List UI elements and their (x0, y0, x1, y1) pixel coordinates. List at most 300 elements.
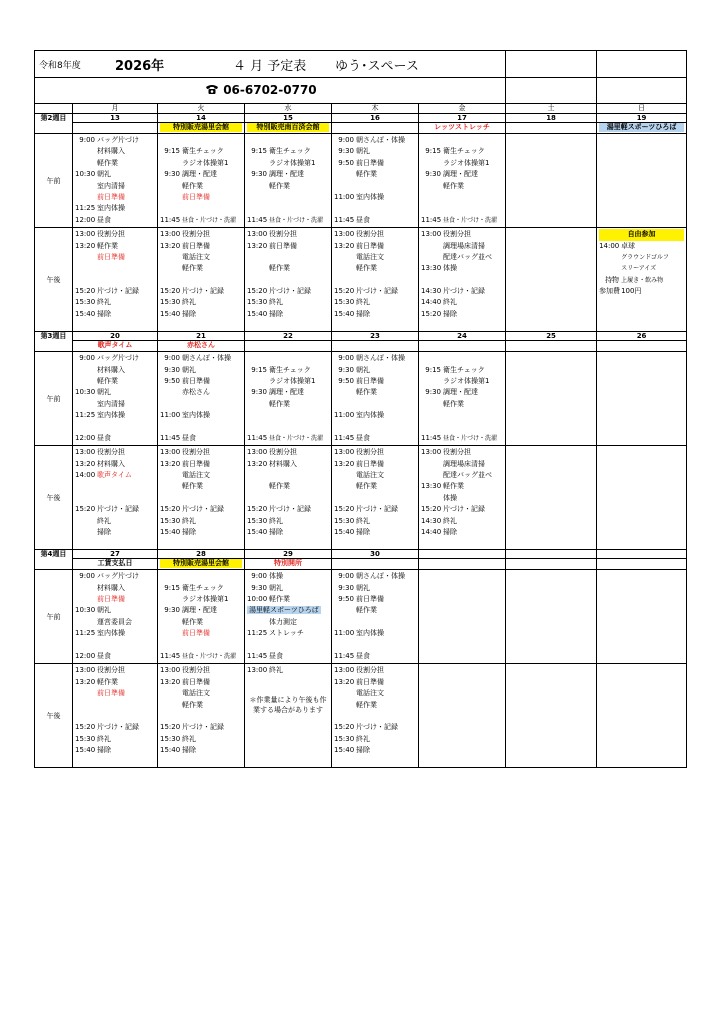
schedule-line (247, 286, 329, 297)
schedule-line (75, 297, 155, 308)
schedule-line (247, 241, 329, 252)
activity-label: 終礼 (443, 516, 457, 525)
schedule-line (421, 192, 503, 203)
time-label: 13:00 (247, 230, 268, 239)
schedule-line (75, 594, 155, 605)
am-cell (506, 352, 597, 446)
time-label: 12:00 (75, 433, 96, 442)
activity-label: 朝礼 (97, 606, 111, 615)
activity-label: 片づけ・記録 (182, 723, 224, 732)
schedule-line (75, 433, 155, 444)
event-cell (597, 559, 687, 570)
schedule-line (160, 459, 242, 470)
activity-label: 調理・配達 (182, 606, 217, 615)
activity-label: 衛生チェック (443, 147, 485, 156)
activity-label: 片づけ・記録 (269, 287, 311, 296)
time-label: 15:20 (247, 505, 268, 514)
schedule-line (160, 146, 242, 157)
am-cell (597, 134, 687, 228)
date-cell: 22 (245, 332, 332, 341)
time-label: 11:45 (247, 433, 268, 442)
schedule-line (334, 203, 416, 214)
schedule-line (334, 651, 416, 662)
am-cell (158, 134, 245, 228)
schedule-line (334, 447, 416, 458)
activity-label: 朝礼 (97, 388, 111, 397)
activity-label: 昼食 (97, 215, 111, 224)
time-label: 11:25 (75, 411, 96, 420)
time-label: 15:40 (334, 746, 355, 755)
pm-cell (245, 664, 332, 768)
event-cell (245, 123, 332, 134)
schedule-line (160, 241, 242, 252)
time-label: 11:00 (334, 411, 355, 420)
schedule-line (160, 640, 242, 651)
time-label: 15:30 (247, 298, 268, 307)
schedule-line (421, 421, 503, 432)
pm-cell (419, 664, 506, 768)
activity-label: 材料購入 (97, 583, 125, 592)
event-cell (158, 341, 245, 352)
schedule-line (75, 365, 155, 376)
event-label: 湯里軽スポーツひろば (599, 123, 684, 132)
time-label: 11:45 (247, 215, 268, 224)
activity-label: 室内体操 (97, 204, 125, 213)
event-cell (506, 341, 597, 352)
date-cell: 13 (73, 114, 158, 123)
header-blank (597, 51, 687, 78)
schedule-line (247, 135, 329, 146)
time-label: 15:30 (334, 516, 355, 525)
schedule-line (334, 628, 416, 639)
activity-label: 室内清掃 (97, 399, 125, 408)
schedule-line (247, 516, 329, 527)
schedule-line (160, 252, 242, 263)
activity-label: 昼食 (356, 651, 370, 660)
schedule-line (334, 504, 416, 515)
time-label: 11:45 (160, 433, 181, 442)
year-label: 2026年 (115, 59, 165, 74)
activity-label: 前日準備 (97, 192, 125, 201)
schedule-line (160, 353, 242, 364)
activity-label: 軽作業 (97, 158, 118, 167)
am-cell (245, 352, 332, 446)
header-blank (506, 78, 597, 104)
time-label: 9:30 (425, 170, 441, 179)
time-label: 13:20 (75, 677, 96, 686)
schedule-line (75, 229, 155, 240)
date-cell: 18 (506, 114, 597, 123)
day-header: 日 (597, 104, 687, 114)
schedule-line (334, 353, 416, 364)
activity-label: 調理場床清掃 (443, 459, 485, 468)
schedule-line (160, 169, 242, 180)
schedule-line (247, 192, 329, 203)
activity-label: 役割分担 (356, 666, 384, 675)
time-label: 9:00 (338, 136, 354, 144)
activity-label: 掃除 (443, 527, 457, 536)
activity-label: 役割分担 (356, 448, 384, 457)
schedule-line (247, 504, 329, 515)
date-cell: 28 (158, 550, 245, 559)
day-header: 火 (158, 104, 245, 114)
time-label: 13:20 (75, 241, 96, 250)
day-header: 土 (506, 104, 597, 114)
schedule-line (247, 665, 329, 676)
schedule-line (421, 365, 503, 376)
month-title: ４ 月 予定表 (233, 59, 307, 74)
pm-cell (73, 228, 158, 332)
activity-label: 役割分担 (97, 666, 125, 675)
schedule-line (75, 583, 155, 594)
time-label: 10:30 (75, 170, 96, 179)
schedule-line (247, 617, 329, 628)
time-label: 12:00 (75, 651, 96, 660)
pm-cell (332, 228, 419, 332)
time-label: 9:30 (251, 170, 267, 179)
pm-cell (419, 228, 506, 332)
time-label: 13:20 (160, 241, 181, 250)
activity-label: 衛生チェック (182, 583, 224, 592)
schedule-line (75, 192, 155, 203)
date-cell (506, 550, 597, 559)
activity-label: 前日準備 (182, 192, 210, 201)
phone-cell (35, 78, 506, 104)
schedule-line (75, 527, 155, 538)
time-label: 11:25 (75, 204, 96, 213)
schedule-line (334, 263, 416, 274)
schedule-line (247, 640, 329, 651)
schedule-line (75, 376, 155, 387)
schedule-line (160, 527, 242, 538)
schedule-line (421, 459, 503, 470)
time-label: 13:00 (421, 230, 442, 239)
schedule-line (247, 399, 329, 410)
activity-label: 掃除 (269, 309, 283, 318)
time-label: 9:50 (338, 595, 354, 604)
schedule-line (75, 410, 155, 421)
schedule-line (160, 722, 242, 733)
schedule-line (334, 181, 416, 192)
pm-label: 午後 (35, 228, 73, 332)
time-label: 13:00 (160, 666, 181, 675)
time-label: 13:20 (247, 241, 268, 250)
time-label: 11:00 (334, 192, 355, 201)
time-label: 15:20 (334, 287, 355, 296)
activity-label: バッグ片づけ (97, 354, 139, 363)
time-label: 9:50 (338, 158, 354, 167)
pm-label: 午後 (35, 446, 73, 550)
activity-label: 終礼 (97, 516, 111, 525)
activity-label: 終礼 (97, 298, 111, 307)
activity-label: 軽作業 (269, 595, 290, 604)
time-label: 15:20 (75, 287, 96, 296)
era-label: 令和8年度 (39, 61, 81, 71)
header-blank (506, 51, 597, 78)
activity-label: 前日準備 (97, 252, 125, 261)
am-cell (158, 570, 245, 664)
activity-label: 終礼 (182, 298, 196, 307)
time-label: 13:20 (75, 459, 96, 468)
activity-label: 終礼 (182, 516, 196, 525)
activity-label: 片づけ・記録 (182, 287, 224, 296)
schedule-line (421, 504, 503, 515)
activity-label: 軽作業 (356, 482, 377, 491)
activity-label: ラジオ体操第1 (443, 376, 490, 385)
schedule-line (421, 169, 503, 180)
event-cell (419, 123, 506, 134)
activity-label: 朝さんぽ・体操 (182, 354, 231, 363)
date-cell: 19 (597, 114, 687, 123)
schedule-line (247, 527, 329, 538)
time-label: 11:00 (160, 411, 181, 420)
schedule-line (247, 275, 329, 286)
schedule-line (75, 677, 155, 688)
activity-label: 掃除 (356, 309, 370, 318)
activity-label: 電話注文 (182, 252, 210, 261)
schedule-line (421, 447, 503, 458)
activity-label: 室内体操 (356, 192, 384, 201)
schedule-line (247, 628, 329, 639)
pm-cell (597, 228, 687, 332)
activity-label: 軽作業 (443, 482, 464, 491)
activity-label: 体操 (443, 264, 457, 273)
schedule-line (247, 594, 329, 605)
schedule-line (160, 135, 242, 146)
activity-label: 朝礼 (356, 365, 370, 374)
schedule-line (247, 365, 329, 376)
activity-label: 朝礼 (356, 583, 370, 592)
activity-label: 終礼 (269, 516, 283, 525)
activity-label: 電話注文 (356, 252, 384, 261)
am-cell (158, 352, 245, 446)
date-cell: 23 (332, 332, 419, 341)
event-cell (245, 341, 332, 352)
activity-label: 朝さんぽ・体操 (356, 136, 405, 144)
time-label: 9:00 (79, 572, 95, 581)
time-label: 9:15 (164, 147, 180, 156)
event-cell (158, 559, 245, 570)
schedule-line (334, 734, 416, 745)
activity-label: 片づけ・記録 (97, 505, 139, 514)
time-label: 9:50 (338, 376, 354, 385)
schedule-line (75, 711, 155, 722)
schedule-line (334, 421, 416, 432)
time-label: 9:00 (338, 572, 354, 581)
schedule-line (334, 376, 416, 387)
schedule-line (334, 583, 416, 594)
schedule-line (75, 470, 155, 481)
activity-label: 軽作業 (182, 700, 203, 709)
activity-label: 室内体操 (356, 629, 384, 638)
schedule-line (247, 309, 329, 320)
schedule-line (160, 583, 242, 594)
activity-label: 材料購入 (97, 365, 125, 374)
activity-label: 役割分担 (269, 448, 297, 457)
schedule-line (334, 516, 416, 527)
activity-label: 朝礼 (182, 365, 196, 374)
schedule-line (160, 481, 242, 492)
activity-label: 電話注文 (356, 689, 384, 698)
schedule-line (421, 241, 503, 252)
activity-label: 衛生チェック (182, 147, 224, 156)
schedule-line (247, 263, 329, 274)
time-label: 9:30 (164, 606, 180, 615)
event-cell (73, 123, 158, 134)
am-cell (332, 134, 419, 228)
schedule-line (247, 470, 329, 481)
corner-cell (35, 104, 73, 114)
schedule-line (421, 309, 503, 320)
am-cell (419, 352, 506, 446)
activity-label: 掃除 (443, 309, 457, 318)
event-label: 歌声タイム (97, 341, 133, 350)
schedule-line (334, 135, 416, 146)
time-label: 11:45 (334, 433, 355, 442)
schedule-line (421, 275, 503, 286)
activity-label: 役割分担 (356, 230, 384, 239)
schedule-line (160, 504, 242, 515)
time-label: 9:30 (251, 388, 267, 397)
activity-label: 終礼 (269, 666, 283, 675)
schedule-line (247, 651, 329, 662)
schedule-line (75, 353, 155, 364)
schedule-line (334, 433, 416, 444)
time-label: 14:00 (75, 471, 96, 480)
week-label: 第4週目 (35, 550, 73, 570)
schedule-line (247, 583, 329, 594)
activity-label: 前日準備 (182, 629, 210, 638)
time-label: 11:45 (421, 433, 442, 442)
activity-label: 電話注文 (182, 471, 210, 480)
week-label: 第3週目 (35, 332, 73, 352)
schedule-line (160, 594, 242, 605)
pm-cell (73, 446, 158, 550)
schedule-line (160, 387, 242, 398)
schedule-line (160, 745, 242, 756)
event-cell (419, 341, 506, 352)
activity-label: 湯里軽スポーツひろば (249, 606, 319, 615)
activity-label: 調理・配達 (443, 170, 478, 179)
schedule-line (421, 493, 503, 504)
activity-label: ストレッチ (269, 629, 304, 638)
time-label: 13:00 (75, 448, 96, 457)
activity-label: 軽作業 (269, 264, 290, 273)
schedule-line (160, 275, 242, 286)
schedule-line (599, 275, 684, 286)
activity-label: 終礼 (356, 734, 370, 743)
schedule-line (75, 158, 155, 169)
time-label: 13:00 (160, 230, 181, 239)
am-label: 午前 (35, 134, 73, 228)
schedule-line (160, 493, 242, 504)
time-label: 15:40 (75, 746, 96, 755)
event-label: 赤松さん (187, 341, 215, 350)
activity-label: 終礼 (97, 734, 111, 743)
time-label: 9:30 (164, 170, 180, 179)
schedule-line (334, 387, 416, 398)
time-label: 10:30 (75, 606, 96, 615)
schedule-line (247, 353, 329, 364)
time-label: 15:20 (160, 723, 181, 732)
pm-cell (158, 446, 245, 550)
schedule-line (160, 605, 242, 616)
time-label: 15:30 (160, 516, 181, 525)
time-label: 12:00 (75, 215, 96, 224)
schedule-line (334, 399, 416, 410)
schedule-line (334, 297, 416, 308)
schedule-line (160, 229, 242, 240)
activity-label: 掃除 (182, 527, 196, 536)
time-label: 13:20 (334, 241, 355, 250)
activity-label: 掃除 (97, 527, 111, 536)
time-label: 持物 (605, 275, 620, 284)
event-cell (158, 123, 245, 134)
activity-label: 片づけ・記録 (443, 287, 485, 296)
activity-label: 片づけ・記録 (356, 723, 398, 732)
time-label: 13:20 (334, 677, 355, 686)
time-label: 13:30 (421, 482, 442, 491)
time-label: 15:40 (334, 527, 355, 536)
time-label: 参加費 (599, 287, 621, 296)
schedule-line (334, 722, 416, 733)
schedule-line (334, 527, 416, 538)
activity-label: 掃除 (356, 527, 370, 536)
activity-label: 調理・配達 (269, 388, 304, 397)
time-label: 13:20 (160, 677, 181, 686)
activity-label: 卓球 (621, 241, 636, 250)
facility-name: ゆう･スペース (335, 59, 419, 74)
activity-label: 室内清掃 (97, 181, 125, 190)
time-label: 13:20 (334, 459, 355, 468)
time-label: 14:40 (421, 298, 442, 307)
activity-label: 軽作業 (182, 264, 203, 273)
activity-label: 材料購入 (269, 459, 297, 468)
time-label: 15:20 (160, 287, 181, 296)
activity-label: 軽作業 (443, 399, 464, 408)
pm-cell (506, 228, 597, 332)
schedule-line (160, 470, 242, 481)
schedule-line (247, 229, 329, 240)
schedule-line (160, 181, 242, 192)
activity-label: 役割分担 (182, 666, 210, 675)
schedule-line (247, 410, 329, 421)
pm-label: 午後 (35, 664, 73, 768)
schedule-line (247, 158, 329, 169)
am-cell (506, 134, 597, 228)
day-header: 水 (245, 104, 332, 114)
time-label: 9:30 (338, 583, 354, 592)
schedule-line (334, 169, 416, 180)
activity-label: 掃除 (182, 746, 196, 755)
schedule-line (160, 297, 242, 308)
activity-label: 軽作業 (356, 606, 377, 615)
schedule-line (75, 252, 155, 263)
pm-cell (597, 664, 687, 768)
activity-label: 配達バッグ並べ (443, 471, 492, 480)
activity-label: バッグ片づけ (97, 572, 139, 581)
schedule-line (160, 700, 242, 711)
activity-label: 室内体操 (356, 411, 384, 420)
am-cell (506, 570, 597, 664)
event-cell (506, 123, 597, 134)
schedule-line (421, 181, 503, 192)
activity-label: 役割分担 (182, 230, 210, 239)
activity-label: 昼食・片づけ・洗濯 (182, 216, 237, 224)
activity-label: 材料購入 (97, 459, 125, 468)
time-label: 15:20 (334, 723, 355, 732)
schedule-line (334, 275, 416, 286)
